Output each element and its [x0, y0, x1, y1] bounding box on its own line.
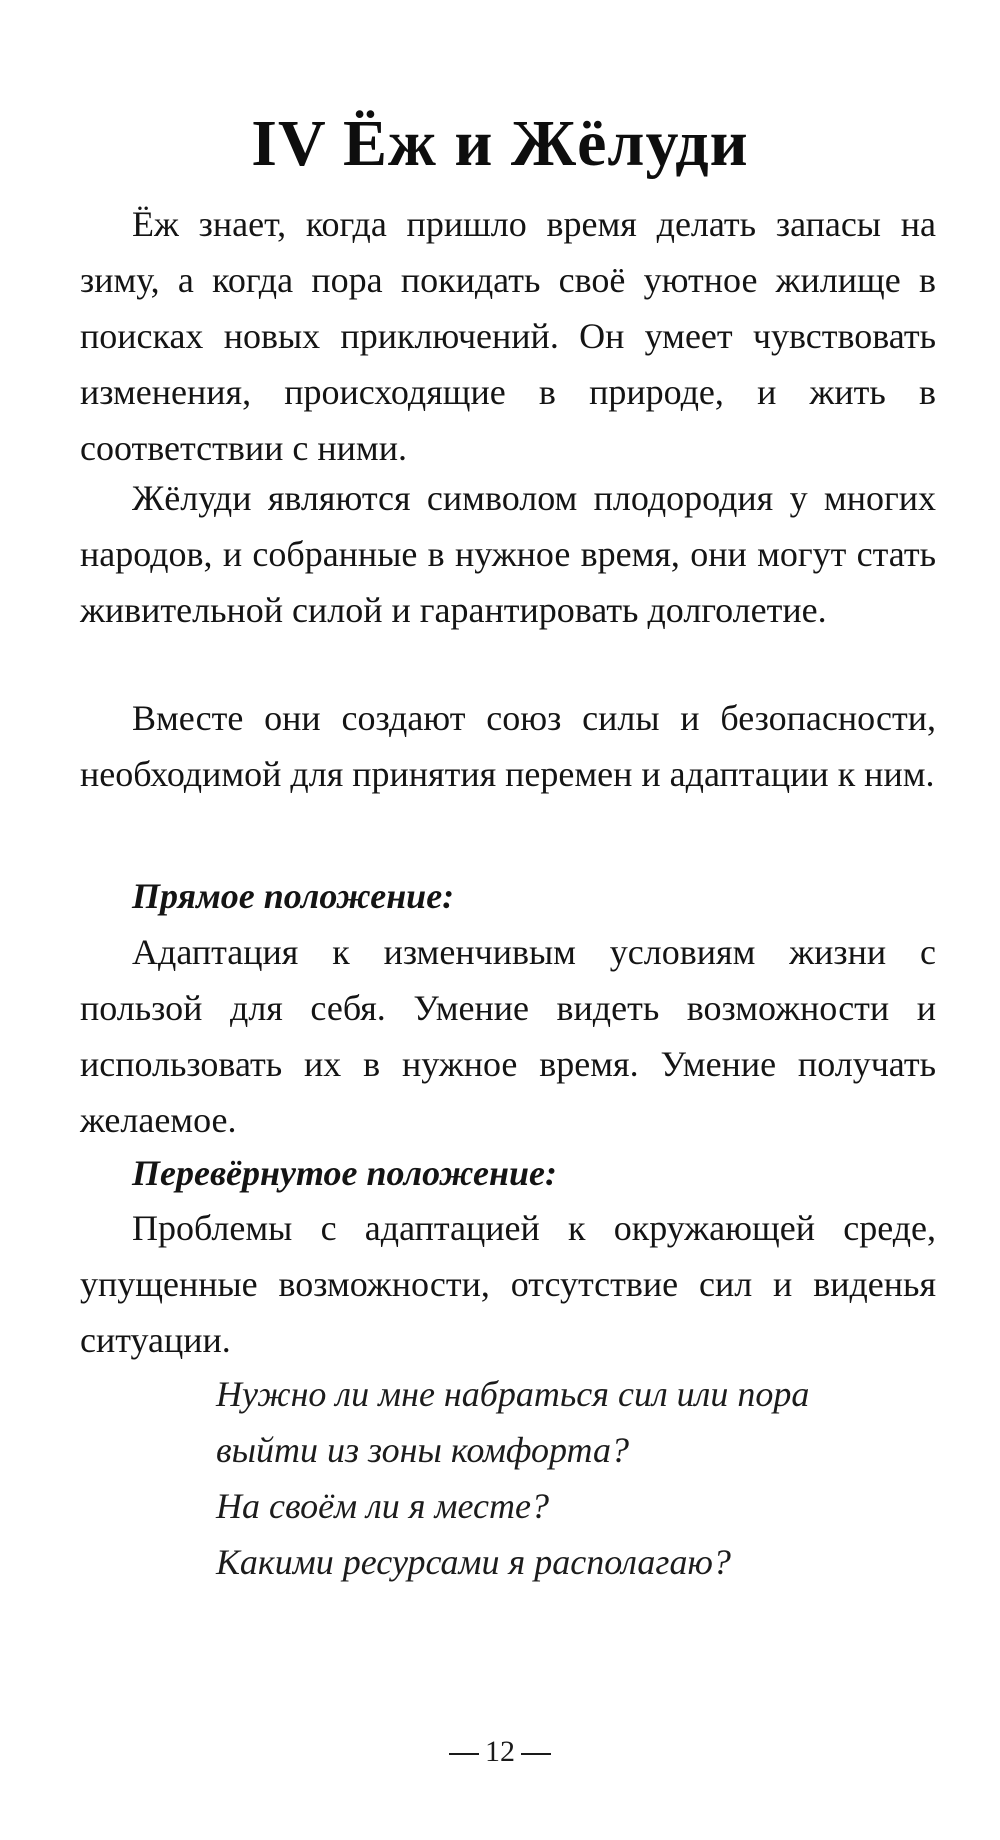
question-line: Какими ресурсами я располагаю?: [216, 1542, 731, 1582]
reflection-questions: [216, 1366, 936, 1590]
paragraph-text: Адаптация к изменчивым условиям жизни с пользой для себя. Умение видеть возможности и использовать их в нужное время. Умение получать желаемое.: [80, 932, 936, 1140]
paragraph-text: Ёж знает, когда пришло время делать запасы на зиму, а когда пора покидать своё уютное жилище в поисках новых приключений. Он умеет чувствовать изменения, происходящие в природе, и жить в соответствии с ними.: [80, 204, 936, 468]
paragraph-text: Жёлуди являются символом плодородия у многих народов, и собранные в нужное время, они могут стать живительной силой и гарантировать долголетие.: [80, 478, 936, 630]
reversed-position-text: [80, 1200, 936, 1368]
question-line: Нужно ли мне набраться сил или пора: [216, 1374, 810, 1414]
paragraph-hedgehog: [80, 196, 936, 476]
question-line: выйти из зоны комфорта?: [216, 1430, 629, 1470]
page-number-footer: [0, 1732, 1000, 1772]
dash-right: [521, 1753, 551, 1755]
upright-position-text: [80, 924, 936, 1148]
question-line: На своём ли я месте?: [216, 1486, 549, 1526]
paragraph-together: [80, 690, 936, 802]
reversed-position-heading: Перевёрнутое положение:: [132, 1153, 557, 1193]
chapter-title: IV Ёж и Жёлуди: [251, 107, 749, 180]
dash-left: [449, 1753, 479, 1755]
paragraph-text: Вместе они создают союз силы и безопасности, необходимой для принятия перемен и адаптации к ним.: [80, 698, 936, 794]
paragraph-text: Проблемы с адаптацией к окружающей среде, упущенные возможности, отсутствие сил и виденья ситуации.: [80, 1208, 936, 1360]
page-number: 12: [485, 1735, 515, 1768]
paragraph-acorns: [80, 470, 936, 638]
upright-position-heading: Прямое положение:: [132, 876, 455, 916]
